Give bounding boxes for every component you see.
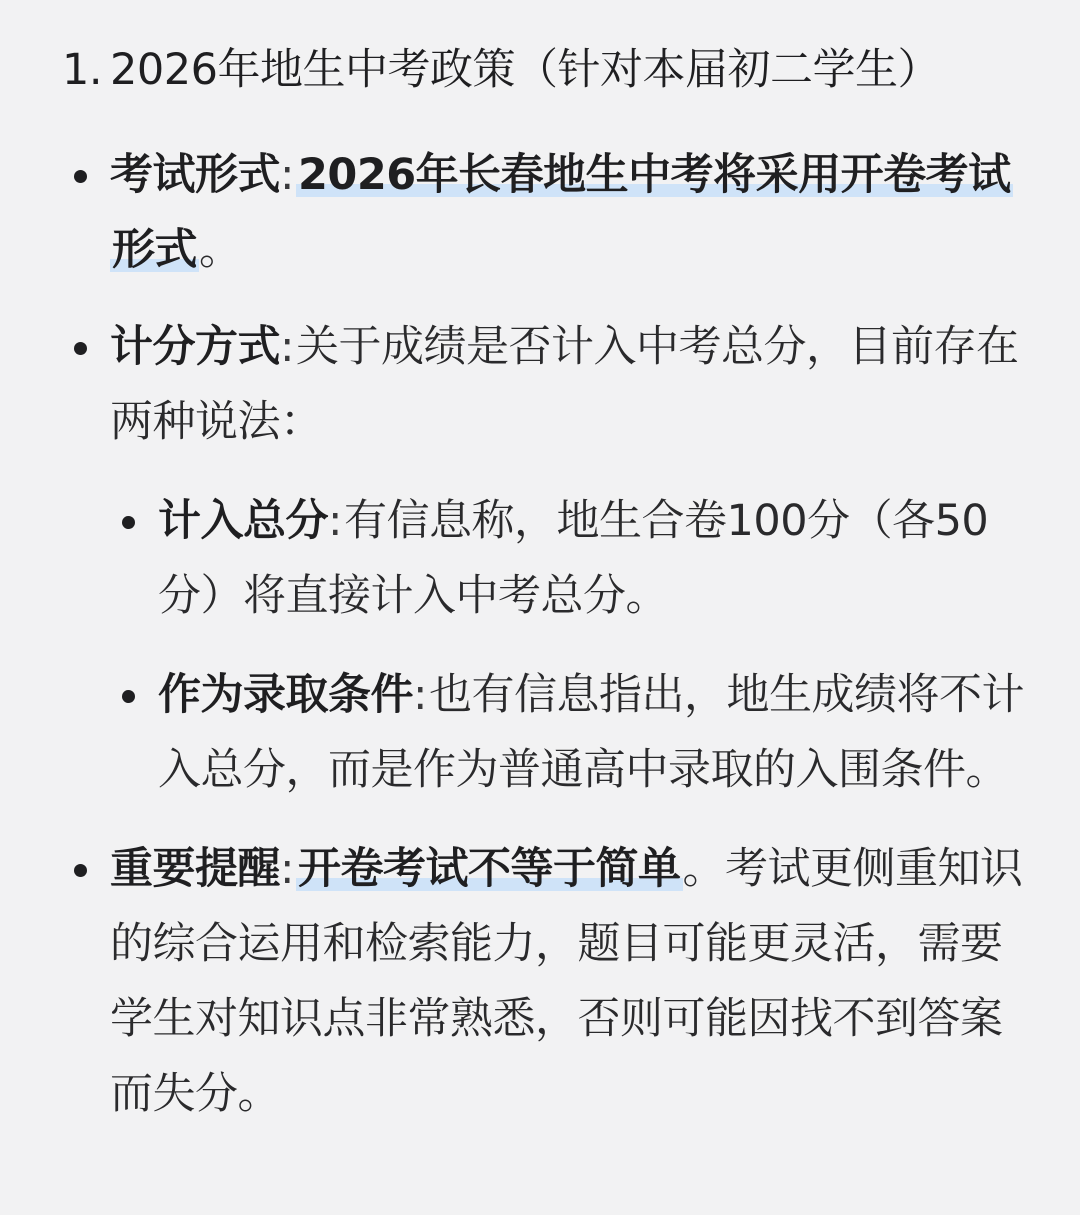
policy-list <box>62 138 1040 1132</box>
sub-item-label: 计入总分 <box>158 496 328 546</box>
sub-item-colon: : <box>328 496 342 546</box>
item-label: 重要提醒 <box>110 844 280 894</box>
item-text: 。考试更侧重知识的综合运用和检索能力，题目可能更灵活，需要学生对知识点非常熟悉，否则可能因找不到答案而失分。 <box>110 844 1023 1119</box>
section-title: 2026年地生中考政策（针对本届初二学生） <box>110 45 940 95</box>
list-item-exam-format <box>62 138 1040 288</box>
scoring-sub-list <box>110 484 1040 808</box>
sub-item-colon: : <box>413 670 427 720</box>
item-colon: : <box>280 844 294 894</box>
section-number: 1. <box>62 45 103 95</box>
item-label: 考试形式 <box>110 150 280 200</box>
sub-item-text: 也有信息指出，地生成绩将不计入总分，而是作为普通高中录取的入围条件。 <box>158 670 1024 795</box>
sub-item-total-score <box>110 484 1040 634</box>
item-text: 关于成绩是否计入中考总分，目前存在两种说法： <box>110 322 1019 447</box>
item-text: 。 <box>199 225 242 275</box>
list-item-scoring-method <box>62 310 1040 808</box>
highlighted-text: 开卷考试不等于简单 <box>298 844 681 894</box>
item-colon: : <box>280 150 294 200</box>
section-heading <box>62 34 1040 106</box>
highlighted-text: 2026年长春地生中考将采用开卷考试形式 <box>112 150 1011 275</box>
sub-item-label: 作为录取条件 <box>158 670 413 720</box>
sub-item-admission-condition <box>110 658 1040 808</box>
item-label: 计分方式 <box>110 322 280 372</box>
sub-item-text: 有信息称，地生合卷100分（各50分）将直接计入中考总分。 <box>158 496 989 621</box>
item-colon: : <box>280 322 294 372</box>
list-item-important-reminder <box>62 832 1040 1132</box>
